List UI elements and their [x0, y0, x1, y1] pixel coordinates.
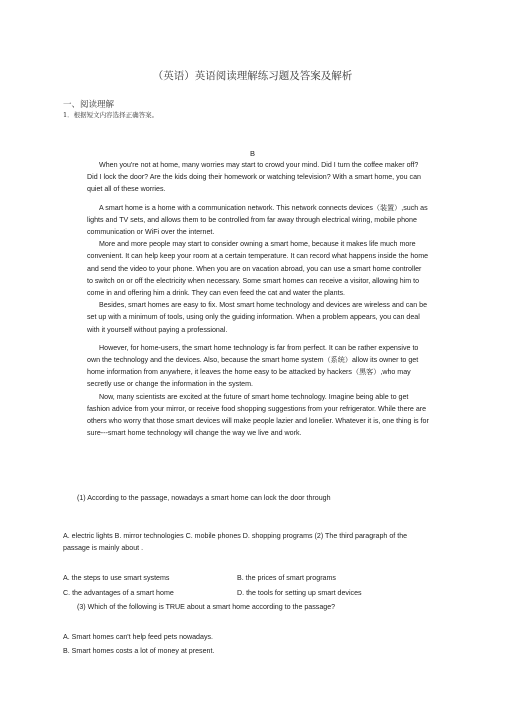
- section-heading: 一、阅读理解: [63, 100, 115, 110]
- question-1-options: A. electric lights B. mirror technologies C. mobile phones D. shopping programs (2) The third paragraph of the passage is mainly about .: [63, 532, 408, 553]
- question-2-option-c: C. the advantages of a smart home: [63, 589, 174, 597]
- question-3-option-a: A. Smart homes can't help feed pets nowadays.: [63, 633, 214, 641]
- passage-body: [87, 159, 429, 439]
- question-2-option-a: A. the steps to use smart systems: [63, 574, 170, 582]
- question-2-option-b: B. the prices of smart programs: [237, 574, 336, 582]
- paragraph-4: Besides, smart homes are easy to fix. Most smart home technology and devices are wireless and can be set up with a minimum of tools, using only the guiding information. When a problem appears, you can deal with it yourself without paying a professional.: [87, 301, 428, 334]
- question-1: (1) According to the passage, nowadays a smart home can lock the door through: [77, 494, 331, 502]
- paragraph-3: More and more people may start to consider owning a smart home, because it makes life much more convenient. It can help keep your room at a certain temperature. It can record what happens inside the home and send the video to your phone. When you are on vacation abroad, you can use a smart home controller to switch on or off the electricity when necessary. Some smart homes can receive a visitor, allowing him to come in and offering him a drink. They can even feed the cat and water the plants.: [87, 240, 429, 298]
- paragraph-5: However, for home-users, the smart home technology is far from perfect. It can be rather expensive to own the technology and the devices. Also, because the smart home system（系统）allow its owner to get home information from anywhere, it leaves the home easy to be attacked by hackers（黑客）,who may secretly use or change the information in the system.: [87, 343, 419, 389]
- instruction-text: 1．根据短文内容选择正确答案。: [63, 111, 159, 119]
- question-3-option-b: B. Smart homes costs a lot of money at present.: [63, 647, 215, 655]
- passage-letter: B: [249, 149, 255, 158]
- question-2-option-d: D. the tools for setting up smart devices: [237, 589, 362, 597]
- document-title: （英语）英语阅读理解练习题及答案及解析: [152, 70, 353, 82]
- question-3: (3) Which of the following is TRUE about a smart home according to the passage?: [77, 603, 336, 611]
- paragraph-6: Now, many scientists are excited at the future of smart home technology. Imagine being able to get fashion advice from your mirror, or receive food shopping suggestions from your refrigerator. While there are others who worry that those smart devices will make people lazier and lonelier. Whatever it is, one thing is for sure---smart home technology will change the way we live and work.: [87, 392, 429, 438]
- paragraph-2: A smart home is a home with a communication network. This network connects devices（装置）,such as lights and TV sets, and allows them to be controlled from far away through electrical wiring, mobile phone communication or WiFi over the internet.: [87, 203, 428, 237]
- paragraph-1: When you're not at home, many worries may start to crowd your mind. Did I turn the coffee maker off? Did I lock the door? Are the kids doing their homework or watching television? With a smart home, you can quiet all of these worries.: [87, 161, 421, 194]
